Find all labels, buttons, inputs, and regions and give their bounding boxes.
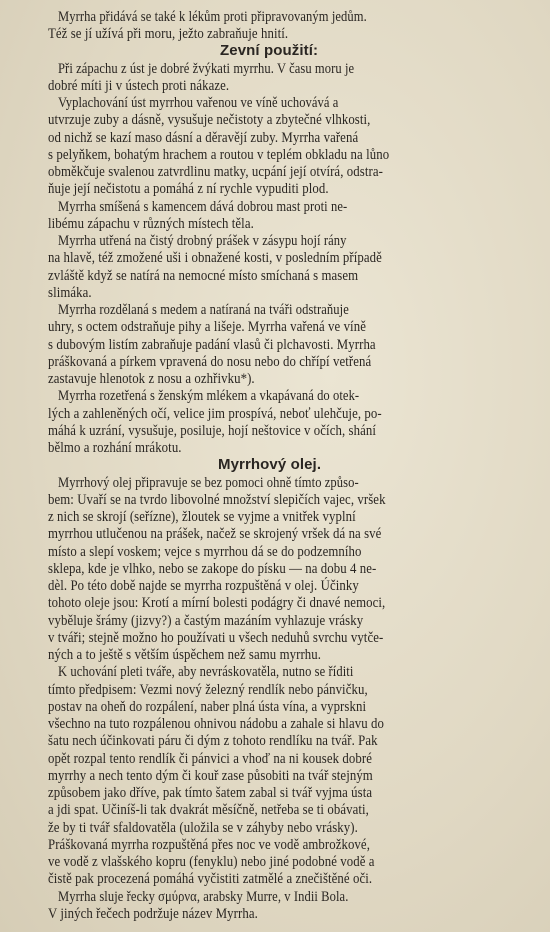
- section-heading: Myrrhový olej.: [218, 456, 322, 474]
- text-line: čistě pak procezená pomáhá vyčistiti zatmělé a znečištěné oči.: [48, 871, 373, 888]
- text-line: bem: Uvaří se na tvrdo libovolné množství slepičích vajec, vršek: [48, 491, 386, 508]
- text-line: postav na oheň do rozpálení, naber plná ústa vína, a vyprskni: [48, 698, 367, 715]
- text-line: tímto předpisem: Vezmi nový železný rendlík nebo pánvičku,: [48, 681, 368, 698]
- text-line: dobré míti ji v ústech proti nákaze.: [48, 77, 230, 94]
- text-line: způsobem jako dříve, pak tímto šatem zabal si tvář vyjma ústa: [48, 785, 373, 802]
- text-line: Též se jí užívá při moru, ježto zabraňuje hnití.: [48, 26, 289, 43]
- text-line: uhry, s octem odstraňuje pihy a lišeje. Myrrha vařená ve víně: [48, 319, 366, 336]
- text-line: Myrrha přidává se také k lékům proti připravovaným jedům.: [58, 9, 367, 25]
- text-line: Při zápachu z úst je dobré žvýkati myrrhu. V času moru je: [58, 60, 355, 77]
- text-line: Myrrha rozdělaná s medem a natíraná na tváři odstraňuje: [58, 302, 349, 319]
- text-line: Myrrhový olej připravuje se bez pomoci ohně tímto způso-: [58, 474, 359, 491]
- text-line: libému zápachu v různých místech těla.: [48, 215, 254, 232]
- text-line: vyběluje šrámy (jizvy?) a častým mazáním vyhlazuje vrásky: [48, 612, 364, 629]
- text-line: ňuje její nečistotu a pomáhá z ní rychle vypuditi plod.: [48, 181, 329, 198]
- text-line: všechno na tuto rozpálenou ohnivou nádobu a zahale si hlavu do: [48, 716, 384, 733]
- text-line: myrrhy a nech tento dým či kouř zase působiti na tvář stejným: [48, 767, 373, 784]
- text-line: K uchování pleti tváře, aby nevráskovatěla, nutno se říditi: [58, 664, 354, 681]
- text-line: s pelyňkem, bohatým hrachem a routou v teplém obkladu na lůno: [48, 146, 390, 163]
- text-line: na hlavě, též zmožené uši i obnažené kosti, v posledním případě: [48, 250, 382, 267]
- text-line: Myrrha smíšená s kamencem dává dobrou mast proti ne-: [58, 198, 348, 215]
- text-line: opět rozpal tento rendlík či pánvici a vhoď na ni kousek dobré: [48, 750, 372, 767]
- text-line: Myrrha sluje řecky σμύρνα, arabsky Murre, v Indii Bola.: [58, 888, 349, 905]
- text-line: obměkčuje svalenou zatvrdlinu matky, ucpání její otvírá, odstra-: [48, 164, 383, 181]
- text-line: od nichž se kazí maso dásní a děravějí zuby. Myrrha vařená: [48, 129, 359, 146]
- text-line: dèl. Po této době najde se myrrha rozpuštěná v olej. Účinky: [48, 578, 359, 595]
- text-line: ve vodě z vlašského kopru (fenyklu) nebo jiné podobné vodě a: [48, 854, 375, 871]
- text-line: máhá k uzrání, vysušuje, posiluje, hojí neštovice v očích, shání: [48, 422, 376, 439]
- text-line: práškovaná a pírkem vpravená do nosu nebo do chřípí vetřená: [48, 353, 372, 370]
- text-line: V jiných řečech podržuje název Myrrha.: [48, 905, 258, 922]
- text-line: sklepa, kde je vlhko, nebo se zakope do písku — na dobu 4 ne-: [48, 560, 377, 577]
- text-line: Myrrha utřená na čistý drobný prášek v zásypu hojí rány: [58, 233, 347, 250]
- text-line: Myrrha rozetřená s ženským mlékem a vkapávaná do otek-: [58, 388, 360, 405]
- text-line: a jdi spat. Učiníš-li tak dvakrát měsíčně, netřeba se ti obávati,: [48, 802, 369, 819]
- text-line: že by ti tvář sfaldovatěla (uložila se v záhyby nebo vrásky).: [48, 819, 358, 836]
- text-line: lých a zahleněných očí, velice jim prospívá, neboť ulehčuje, po-: [48, 405, 382, 422]
- text-line: šatu nech účinkovati páru či dým z tohoto rendlíku na tvář. Pak: [48, 733, 378, 750]
- text-line: tohoto oleje jsou: Krotí a mírní bolesti podágry či dnavé nemoci,: [48, 595, 386, 612]
- text-line: s dubovým listím zabraňuje padání vlasů či plchavosti. Myrrha: [48, 336, 376, 353]
- section-heading: Zevní použití:: [220, 42, 319, 60]
- text-line: zastavuje hlenotok z nosu a ozhřivku*).: [48, 371, 255, 388]
- text-line: v tváři; stejně možno ho používati u všech neduhů svrchu vytče-: [48, 629, 384, 646]
- text-line: místo a slepí voskem; vejce s myrrhou dá se do podzemního: [48, 543, 362, 560]
- text-line: Vyplachování úst myrrhou vařenou ve víně uchovává a: [58, 95, 339, 112]
- text-line: utvrzuje zuby a dásně, vysušuje nečistoty a zbytečné vlhkosti,: [48, 112, 371, 129]
- text-line: z nich se skrojí (seřízne), žloutek se vyjme a vnitřek vyplní: [48, 509, 356, 526]
- text-line: Práškovaná myrrha rozpuštěná přes noc ve vodě ambrožkové,: [48, 836, 370, 853]
- text-line: zvláště když se natírá na nemocné místo smíchaná s masem: [48, 267, 359, 284]
- text-line: bělmo a rozhání mrákotu.: [48, 440, 182, 457]
- text-line: myrrhou utlučenou na prášek, načež se skrojený vršek dá na své: [48, 526, 382, 543]
- text-line: slimáka.: [48, 284, 92, 301]
- text-line: ných a to ještě s větším úspěchem než samu myrrhu.: [48, 647, 322, 664]
